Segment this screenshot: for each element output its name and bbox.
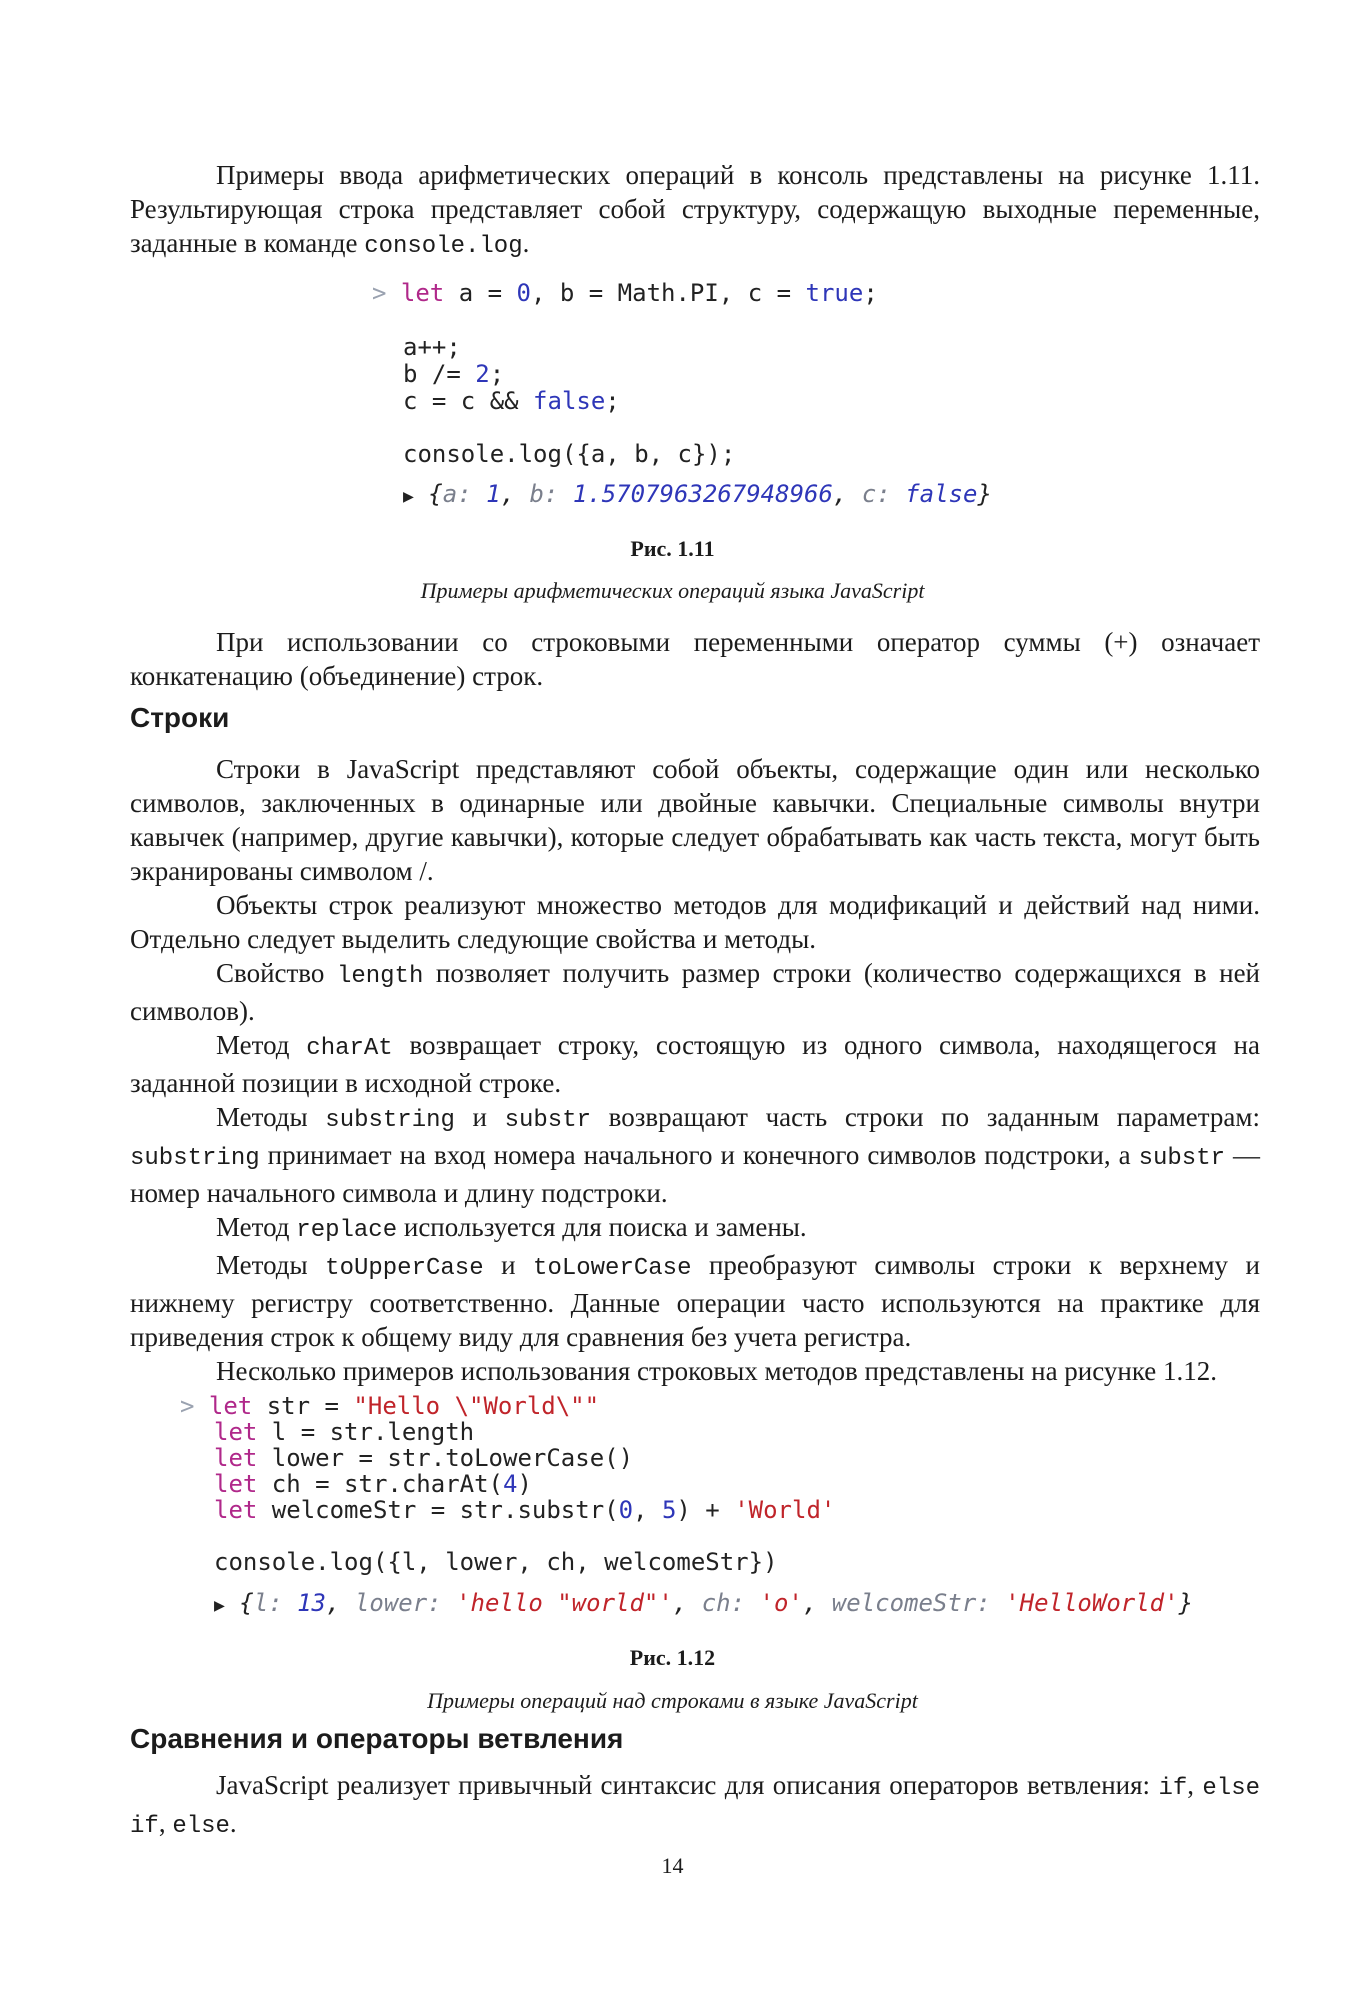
figure-caption-title: Рис. 1.12 bbox=[629, 1645, 716, 1670]
section-heading-comparisons: Сравнения и операторы ветвления bbox=[130, 1723, 624, 1754]
section-heading-strings: Строки bbox=[130, 702, 230, 733]
concat-paragraph: При использовании со строковыми переменными оператор суммы (+) означает конкатенацию (объединение) строк. bbox=[130, 627, 1260, 691]
inline-code: console.log bbox=[364, 233, 523, 260]
code-line: a++; bbox=[403, 333, 461, 361]
code-line: console.log({a, b, c}); bbox=[403, 440, 736, 468]
console-output: ▶ {a: 1, b: 1.5707963267948966, c: false} bbox=[403, 480, 992, 508]
figure-caption-title: Рис. 1.11 bbox=[630, 536, 715, 561]
code-line: console.log({l, lower, ch, welcomeStr}) bbox=[214, 1548, 778, 1576]
console-prompt: > bbox=[180, 1392, 195, 1420]
figure-caption-subtitle: Примеры операций над строками в языке JavaScript bbox=[427, 1688, 918, 1713]
code-line: c = c && false; bbox=[403, 387, 620, 415]
code-line: let ch = str.charAt(4) bbox=[214, 1470, 532, 1498]
strings-section: Строки в JavaScript представляют собой объекты, содержащие один или несколько символов, заключенных в одинарные или двойные кавычки. Специальные символы внутри кавычек (например, другие кавычки), которые следует обрабатывать как часть текста, могут быть экранированы символом /. Объекты строк реализуют множество методов для модификаций и действий над ними. Отдельно следует выделить следующие свойства и методы. Свойство length позволяет получить размер строки (количество содержащихся в ней символов). Метод charAt возвращает строку, состоящую из одного символа, находящегося на заданной позиции в исходной строке. Методы substring и substr возвращают часть строки по заданным параметрам: substring принимает на вход номера начального и конечного символов подстроки, а substr — номер начального символа и длину подстроки. Метод replace используется для поиска и замены. Методы toUpperCase и toLowerCase преобразуют символы строки к верхнему и нижнему регистру соответственно. Данные операции часто используются на практике для приведения строк к общему виду для сравнения без учета регистра. Несколько примеров использования строковых методов представлены на рисунке 1.12. bbox=[130, 754, 1261, 1386]
code-line: let l = str.length bbox=[214, 1418, 475, 1446]
figure-caption-subtitle: Примеры арифметических операций языка JavaScript bbox=[420, 578, 925, 603]
code-line: b /= 2; bbox=[403, 360, 505, 388]
console-output: ▶ {l: 13, lower: 'hello "world"', ch: 'o', welcomeStr: 'HelloWorld'} bbox=[214, 1589, 1194, 1617]
branching-paragraph: JavaScript реализует привычный синтаксис для описания операторов ветвления: if, else if, else. bbox=[130, 1770, 1260, 1840]
expand-arrow-icon: ▶ bbox=[403, 486, 414, 507]
code-figure-1-12: > let str = "Hello \"World\"" bbox=[180, 1392, 600, 1420]
expand-arrow-icon: ▶ bbox=[214, 1595, 225, 1616]
intro-paragraph: Примеры ввода арифметических операций в консоль представлены на рисунке 1.11. Результирующая строка представляет собой структуру, содержащую выходные переменные, заданные в команде console.log. bbox=[130, 160, 1260, 260]
code-line: let lower = str.toLowerCase() bbox=[214, 1444, 634, 1472]
code-line: let welcomeStr = str.substr(0, 5) + 'World' bbox=[214, 1496, 836, 1524]
page-number: 14 bbox=[661, 1853, 684, 1878]
code-figure-1-11: > let a = 0, b = Math.PI, c = true; bbox=[372, 279, 878, 307]
console-prompt: > bbox=[372, 279, 387, 307]
